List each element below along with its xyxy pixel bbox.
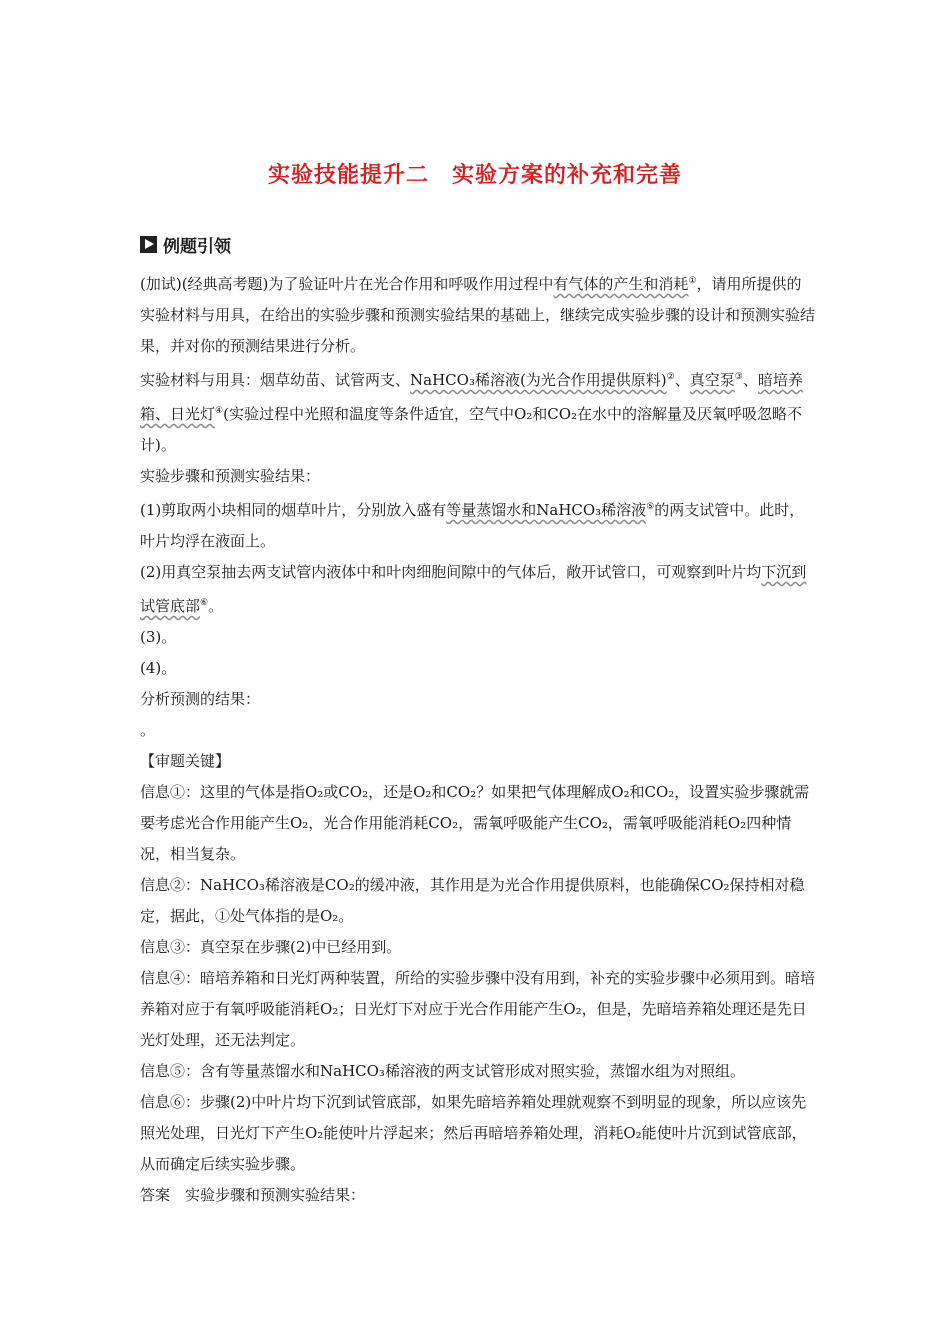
step-4: (4)。 (140, 659, 177, 677)
page-title: 实验技能提升二 实验方案的补充和完善 (267, 163, 682, 188)
section-heading (140, 232, 231, 257)
text: 、 (742, 371, 758, 389)
document-body (140, 266, 816, 1211)
footnote-mark: ⑥ (200, 598, 209, 608)
underlined-text: NaHCO₃稀溶液(为光合作用提供原料) (410, 371, 667, 389)
footnote-mark: ① (688, 276, 697, 286)
underlined-text: 等量蒸馏水和NaHCO₃稀溶液 (446, 501, 647, 519)
footnote-mark: ⑤ (646, 502, 655, 512)
underlined-text: 暗培养箱、日光灯 (140, 371, 803, 423)
materials-paragraph (140, 362, 816, 461)
text: 。 (208, 597, 224, 615)
key-heading: 【审题关键】 (140, 752, 231, 770)
info-4: 信息④：暗培养箱和日光灯两种装置，所给的实验步骤中没有用到，补充的实验步骤中必须用到。暗培养箱对应于有氧呼吸能消耗O₂；日光灯下对应于光合作用能产生O₂，但是，先暗培养箱处理还是先日光灯处理，还无法判定。 (140, 969, 816, 1049)
text: (加试)(经典高考题)为了验证叶片在光合作用和呼吸作用过程中 (140, 275, 554, 293)
analysis-blank: 。 (140, 721, 156, 739)
answer-line: 答案 实验步骤和预测实验结果： (140, 1186, 366, 1204)
underlined-text: 有气体的产生和消耗 (553, 275, 689, 293)
info-3: 信息③：真空泵在步骤(2)中已经用到。 (140, 938, 402, 956)
step-1 (140, 492, 816, 557)
steps-heading: 实验步骤和预测实验结果： (140, 467, 321, 485)
step-3: (3)。 (140, 628, 177, 646)
analysis-heading: 分析预测的结果： (140, 690, 261, 708)
info-5: 信息⑤：含有等量蒸馏水和NaHCO₃稀溶液的两支试管形成对照实验，蒸馏水组为对照组。 (140, 1062, 745, 1080)
question-paragraph (140, 266, 816, 362)
play-triangle-icon (140, 236, 157, 253)
text: (2)用真空泵抽去两支试管内液体中和叶肉细胞间隙中的气体后，敞开试管口，可观察到叶片均 (140, 563, 762, 581)
text: 、 (674, 371, 690, 389)
text: 的两支试管中。此时，叶片均浮在液面上。 (140, 501, 805, 550)
info-6: 信息⑥：步骤(2)中叶片均下沉到试管底部，如果先暗培养箱处理就观察不到明显的现象，所以应该先照光处理，日光灯下产生O₂能使叶片浮起来；然后再暗培养箱处理，消耗O₂能使叶片沉到试管底部，从而确定后续实验步骤。 (140, 1093, 807, 1173)
info-2: 信息②：NaHCO₃稀溶液是CO₂的缓冲液，其作用是为光合作用提供原料，也能确保CO₂保持相对稳定，据此，①处气体指的是O₂。 (140, 876, 805, 925)
text: 实验材料与用具：烟草幼苗、试管两支、 (140, 371, 411, 389)
text: (实验过程中光照和温度等条件适宜，空气中O₂和CO₂在水中的溶解量及厌氧呼吸忽略不计)。 (140, 405, 803, 454)
underlined-text: 下沉到试管底部 (140, 563, 807, 615)
info-1: 信息①：这里的气体是指O₂或CO₂，还是O₂和CO₂？如果把气体理解成O₂和CO₂，设置实验步骤就需要考虑光合作用能产生O₂，光合作用能消耗CO₂，需氧呼吸能产生CO₂，需氧呼吸能消耗O₂四种情况，相当复杂。 (140, 783, 810, 863)
text: (1)剪取两小块相同的烟草叶片，分别放入盛有 (140, 501, 447, 519)
footnote-mark: ③ (734, 372, 743, 382)
footnote-mark: ② (666, 372, 675, 382)
text: ，请用所提供的实验材料与用具，在给出的实验步骤和预测实验结果的基础上，继续完成实验步骤的设计和预测实验结果，并对你的预测结果进行分析。 (140, 275, 816, 355)
footnote-mark: ④ (215, 406, 224, 416)
step-2 (140, 557, 816, 622)
section-label: 例题引领 (163, 237, 231, 257)
underlined-text: 真空泵 (689, 371, 735, 389)
